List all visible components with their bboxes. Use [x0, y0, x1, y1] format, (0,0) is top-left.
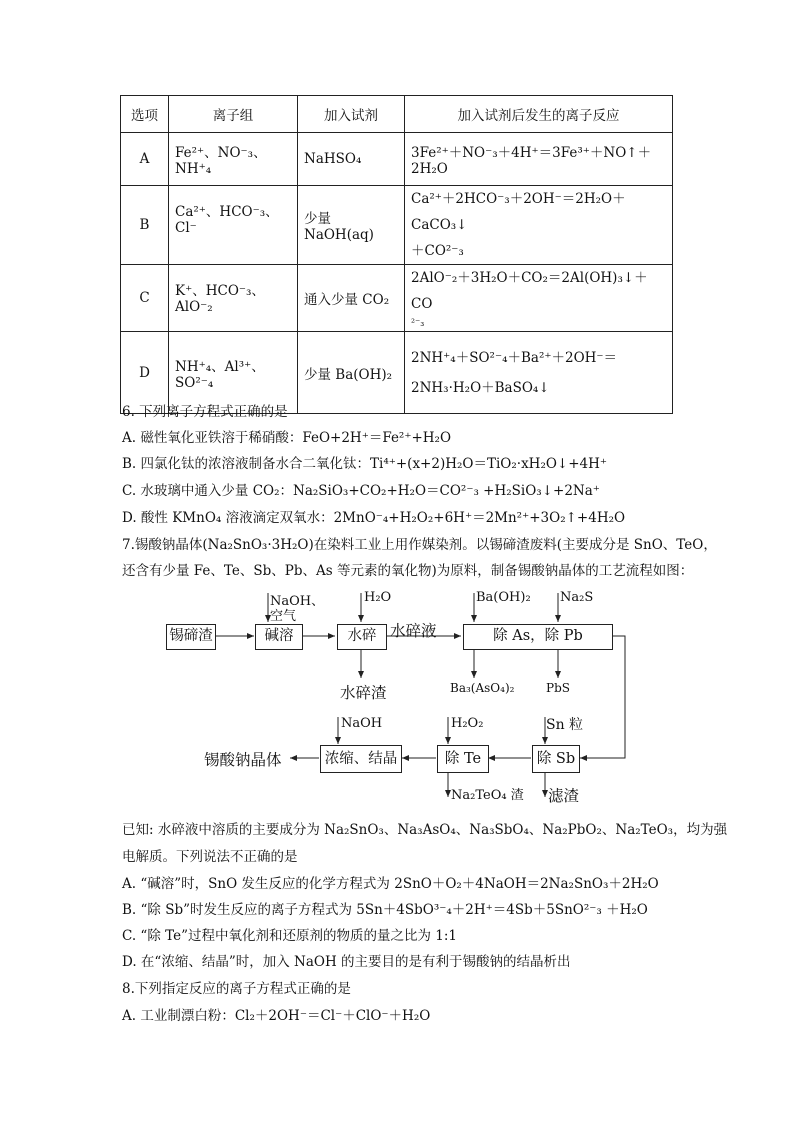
header-option: 选项	[121, 96, 169, 133]
row-option: C	[121, 265, 169, 332]
q7-known-line2: 电解质。下列说法不正确的是	[122, 849, 298, 865]
q8-stem: 8.下列指定反应的离子方程式正确的是	[122, 981, 351, 997]
q6-option-d: D. 酸性 KMnO₄ 溶液滴定双氧水：2MnO⁻₄+H₂O₂+6H⁺＝2Mn²⁺+3O₂↑+4H₂O	[122, 510, 626, 526]
flow-remove-sb-box: 除 Sb	[532, 745, 580, 773]
row-option: A	[121, 133, 169, 186]
row-reaction: 2NH⁺₄＋SO²⁻₄＋Ba²⁺＋2OH⁻＝	[411, 349, 618, 366]
q8-option-a: A. 工业制漂白粉：Cl₂＋2OH⁻＝Cl⁻＋ClO⁻＋H₂O	[122, 1008, 431, 1024]
q6-stem: 6. 下列离子方程式正确的是	[122, 404, 288, 420]
flow-raw-box: 锡碲渣	[166, 624, 216, 650]
flow-product-label: 锡酸钠晶体	[204, 751, 282, 769]
flow-ba-aso4-label: Ba₃(AsO₄)₂	[450, 681, 515, 695]
flow-air-label: 空气	[270, 609, 297, 624]
header-reagent: 加入试剂	[298, 96, 405, 133]
row-reaction-continued: ²⁻₃	[411, 318, 425, 329]
arrow-to-remove-sb	[580, 636, 625, 758]
flow-water-liquid-label: 水碎液	[390, 622, 437, 640]
row-option: B	[121, 186, 169, 265]
header-ions: 离子组	[169, 96, 298, 133]
row-ions: Fe²⁺、NO⁻₃、NH⁺₄	[169, 133, 298, 186]
flow-h2o2-label: H₂O₂	[451, 716, 484, 731]
flow-water-residue-label: 水碎渣	[340, 684, 387, 702]
row-reaction: Ca²⁺＋2HCO⁻₃＋2OH⁻＝2H₂O＋CaCO₃↓	[411, 191, 626, 233]
flow-filter-residue-label: 滤渣	[548, 787, 580, 805]
q7-option-b: B. “除 Sb”时发生反应的离子方程式为 5Sn＋4SbO³⁻₄＋2H⁺＝4Sb＋5SnO²⁻₃ ＋H₂O	[122, 902, 648, 918]
row-ions: K⁺、HCO⁻₃、AlO⁻₂	[169, 265, 298, 332]
row-reagent: 通入少量 CO₂	[298, 265, 405, 332]
row-reagent: 少量 Ba(OH)₂	[298, 332, 405, 414]
flow-h2o-label: H₂O	[364, 590, 392, 605]
q7-stem-line2: 还含有少量 Fe、Te、Sb、Pb、As 等元素的氧化物)为原料，制备锡酸钠晶体的工艺流程如图：	[122, 563, 694, 579]
flow-concentrate-box: 浓缩、结晶	[320, 745, 402, 773]
q7-option-c: C. “除 Te”过程中氧化剂和还原剂的物质的量之比为 1:1	[122, 928, 457, 944]
q7-option-d: D. 在“浓缩、结晶”时，加入 NaOH 的主要目的是有利于锡酸钠的结晶析出	[122, 954, 571, 970]
q7-option-a: A. “碱溶”时，SnO 发生反应的化学方程式为 2SnO＋O₂＋4NaOH＝2Na₂SnO₃＋2H₂O	[122, 876, 659, 892]
flow-sn-grain-label: Sn 粒	[546, 717, 584, 733]
q6-option-b: B. 四氯化钛的浓溶液制备水合二氧化钛：Ti⁴⁺+(x+2)H₂O＝TiO₂·xH₂O↓+4H⁺	[122, 456, 608, 472]
row-reaction-continued: 2NH₃·H₂O＋BaSO₄↓	[411, 379, 550, 396]
flow-remove-te-box: 除 Te	[437, 745, 489, 773]
row-option: D	[121, 332, 169, 414]
flow-na2s-label: Na₂S	[560, 590, 594, 605]
flow-remove-as-pb-box: 除 As，除 Pb	[463, 624, 613, 650]
row-reagent: 少量 NaOH(aq)	[298, 186, 405, 265]
row-reaction: 2AlO⁻₂＋3H₂O＋CO₂＝2Al(OH)₃↓＋CO	[411, 270, 648, 312]
q7-stem-line1: 7.锡酸钠晶体(Na₂SnO₃·3H₂O)在染料工业上用作媒染剂。以锡碲渣废料(主要成分是 SnO、TeO，	[122, 537, 717, 553]
q6-option-c: C. 水玻璃中通入少量 CO₂：Na₂SiO₃+CO₂+H₂O＝CO²⁻₃ +H₂SiO₃↓+2Na⁺	[122, 483, 600, 499]
q7-known-line1: 已知: 水碎液中溶质的主要成分为 Na₂SnO₃、Na₃AsO₄、Na₃SbO₄、Na₂PbO₂、Na₂TeO₃，均为强	[122, 822, 728, 838]
flow-na2teo4-label: Na₂TeO₄ 渣	[451, 788, 524, 803]
row-reaction-continued: ＋CO²⁻₃	[411, 243, 464, 259]
row-reaction: 3Fe²⁺＋NO⁻₃＋4H⁺＝3Fe³⁺＋NO↑＋2H₂O	[405, 133, 673, 186]
header-reaction: 加入试剂后发生的离子反应	[405, 96, 673, 133]
flow-alkali-box: 碱溶	[255, 624, 303, 650]
flow-water-crush-box: 水碎	[337, 624, 387, 650]
flow-naoh-air-label: NaOH、	[270, 594, 325, 609]
flow-naoh-label: NaOH	[341, 716, 383, 731]
row-ions: NH⁺₄、Al³⁺、SO²⁻₄	[169, 332, 298, 414]
flow-baoh2-label: Ba(OH)₂	[476, 590, 531, 605]
q6-option-a: A. 磁性氧化亚铁溶于稀硝酸：FeO+2H⁺＝Fe²⁺+H₂O	[122, 430, 452, 446]
row-ions: Ca²⁺、HCO⁻₃、Cl⁻	[169, 186, 298, 265]
row-reagent: NaHSO₄	[298, 133, 405, 186]
flow-pbs-label: PbS	[546, 681, 570, 695]
